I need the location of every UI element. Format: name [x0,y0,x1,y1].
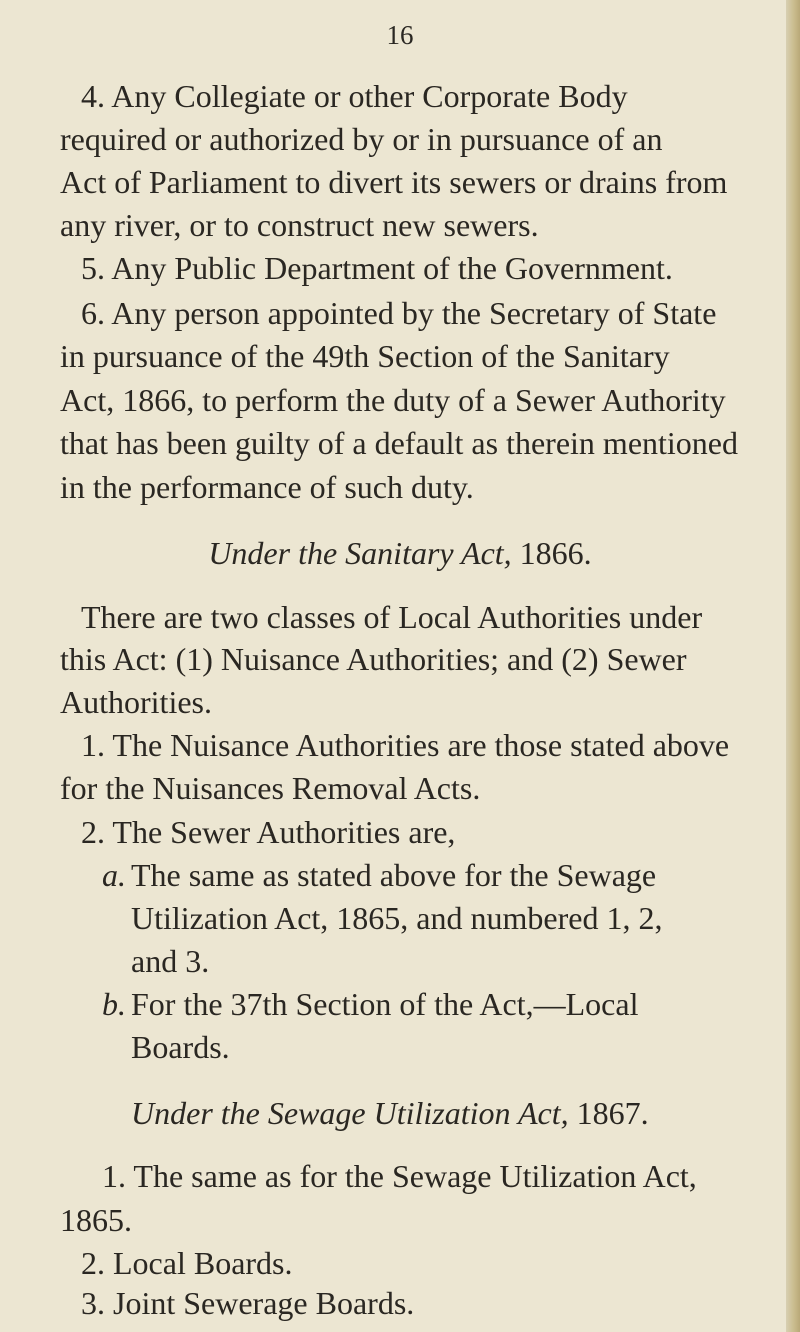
text-line: Act, 1866, to perform the duty of a Sewer Authority [60,382,726,418]
text-line: 2. The Sewer Authorities are, [81,814,456,850]
text-line: For the 37th Section of the Act,—Local [131,986,639,1022]
text-line: in pursuance of the 49th Section of the Sanitary [60,338,670,374]
text-line: Authorities. [60,684,212,720]
text-line: 5. Any Public Department of the Government. [81,250,673,286]
section-heading-sanitary-act: Under the Sanitary Act, 1866. [208,535,592,571]
text-line: this Act: (1) Nuisance Authorities; and (2) Sewer [60,641,687,677]
text-line: 6. Any person appointed by the Secretary of State [81,295,717,331]
list-marker-a: a. [102,857,126,893]
page-number: 16 [386,20,414,50]
section-heading-sewage-utilization-act: Under the Sewage Utilization Act, 1867. [131,1095,649,1131]
text-line: any river, or to construct new sewers. [60,207,539,243]
text-line: Utilization Act, 1865, and numbered 1, 2, [131,900,663,936]
text-line: required or authorized by or in pursuance of an [60,121,663,157]
text-line: that has been guilty of a default as therein mentioned [60,425,738,461]
text-line: There are two classes of Local Authorities under [81,599,703,635]
text-line: 3. Joint Sewerage Boards. [81,1285,415,1321]
text-line: 4. Any Collegiate or other Corporate Body [81,78,628,114]
text-line: 1865. [60,1202,132,1238]
text-line: Act of Parliament to divert its sewers or drains from [60,164,728,200]
text-line: Boards. [131,1029,230,1065]
text-line: The same as stated above for the Sewage [131,857,657,893]
text-line: 1. The Nuisance Authorities are those stated above [81,727,730,763]
text-line: 2. Local Boards. [81,1245,293,1281]
page-edge [786,0,800,1332]
text-line: 1. The same as for the Sewage Utilization Act, [102,1158,697,1194]
list-marker-b: b. [102,986,126,1022]
text-line: and 3. [131,943,210,979]
text-line: in the performance of such duty. [60,469,474,505]
text-line: for the Nuisances Removal Acts. [60,770,481,806]
